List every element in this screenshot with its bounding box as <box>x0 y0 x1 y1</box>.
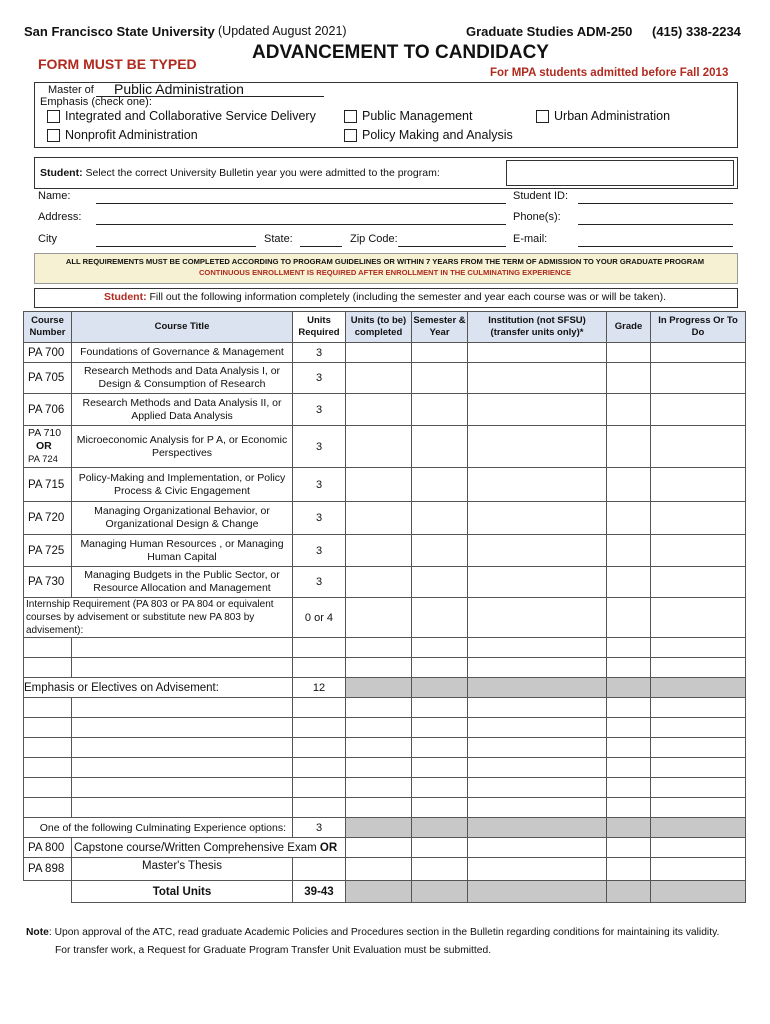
units-completed-cell[interactable] <box>346 343 412 363</box>
institution-cell[interactable] <box>468 502 607 535</box>
grade-cell[interactable] <box>607 718 651 738</box>
institution-cell[interactable] <box>468 343 607 363</box>
grade-cell[interactable] <box>607 778 651 798</box>
address-label: Address: <box>38 211 82 223</box>
course-number: PA 898 <box>24 858 72 881</box>
table-row <box>24 658 746 678</box>
semester-cell[interactable] <box>412 778 468 798</box>
semester-cell[interactable] <box>412 638 468 658</box>
course-title-cell[interactable] <box>72 658 293 678</box>
semester-cell[interactable] <box>412 758 468 778</box>
in-progress-cell[interactable] <box>651 363 746 394</box>
units-completed-cell[interactable] <box>346 778 412 798</box>
table-row <box>24 394 746 426</box>
semester-cell[interactable] <box>412 738 468 758</box>
semester-cell[interactable] <box>412 798 468 818</box>
semester-cell[interactable] <box>412 567 468 598</box>
units-required: 3 <box>293 343 346 363</box>
semester-cell[interactable] <box>412 426 468 468</box>
option-integrated-label: Integrated and Collaborative Service Delivery <box>65 109 316 123</box>
table-row <box>24 468 746 502</box>
institution-cell[interactable] <box>468 798 607 818</box>
semester-cell[interactable] <box>412 598 468 638</box>
course-number-cell[interactable] <box>24 798 72 818</box>
in-progress-cell[interactable] <box>651 343 746 363</box>
bulletin-instruction: Student: Select the correct University Bulletin year you were admitted to the program: <box>40 167 440 179</box>
course-number-cell[interactable] <box>24 758 72 778</box>
institution-cell[interactable] <box>468 468 607 502</box>
option-policy-label: Policy Making and Analysis <box>362 128 513 142</box>
institution-cell[interactable] <box>468 535 607 567</box>
course-title: Managing Human Resources , or Managing Human Capital <box>72 535 293 567</box>
course-title: Managing Organizational Behavior, or Organizational Design & Change <box>72 502 293 535</box>
grade-cell[interactable] <box>607 658 651 678</box>
table-row <box>24 718 746 738</box>
city-label: City <box>38 233 57 245</box>
checkbox-icon[interactable] <box>47 129 60 142</box>
in-progress-cell[interactable] <box>651 658 746 678</box>
semester-cell[interactable] <box>412 718 468 738</box>
institution-cell[interactable] <box>468 778 607 798</box>
header-grade: Grade <box>607 312 651 343</box>
course-number-cell[interactable] <box>24 638 72 658</box>
units-required-cell[interactable] <box>293 778 346 798</box>
semester-cell[interactable] <box>412 502 468 535</box>
course-number-cell[interactable] <box>24 658 72 678</box>
table-row <box>24 758 746 778</box>
units-completed-cell[interactable] <box>346 638 412 658</box>
internship-row <box>24 598 746 638</box>
course-number: PA 800 <box>24 838 72 858</box>
units-completed-cell[interactable] <box>346 698 412 718</box>
zip-label: Zip Code: <box>350 233 398 245</box>
email-field[interactable] <box>578 246 733 247</box>
institution-cell[interactable] <box>468 394 607 426</box>
option-nonprofit-label: Nonprofit Administration <box>65 128 198 142</box>
units-completed-cell[interactable] <box>346 738 412 758</box>
course-number-pair: PA 710 OR PA 724 <box>24 426 72 468</box>
phones-field[interactable] <box>578 224 733 225</box>
master-of-value[interactable]: Public Administration <box>114 81 244 97</box>
units-completed-cell[interactable] <box>346 598 412 638</box>
office-phone: (415) 338-2234 <box>652 24 741 39</box>
course-title-cell[interactable] <box>72 738 293 758</box>
culminating-label: One of the following Culminating Experience options: <box>24 818 293 838</box>
semester-cell[interactable] <box>412 394 468 426</box>
grade-cell[interactable] <box>607 567 651 598</box>
form-title: ADVANCEMENT TO CANDIDACY <box>252 42 549 63</box>
institution-cell[interactable] <box>468 758 607 778</box>
course-title: Foundations of Governance & Management <box>72 343 293 363</box>
grade-cell[interactable] <box>607 394 651 426</box>
table-row <box>24 363 746 394</box>
course-title-cell[interactable] <box>72 778 293 798</box>
in-progress-cell[interactable] <box>651 758 746 778</box>
units-required-cell[interactable] <box>293 658 346 678</box>
institution-cell[interactable] <box>468 598 607 638</box>
capstone-option: Capstone course/Written Comprehensive Exam OR <box>72 838 346 858</box>
in-progress-cell[interactable] <box>651 535 746 567</box>
course-title-cell[interactable] <box>72 638 293 658</box>
student-id-label: Student ID: <box>513 190 569 202</box>
semester-cell[interactable] <box>412 698 468 718</box>
table-header <box>24 312 746 343</box>
grade-cell[interactable] <box>607 598 651 638</box>
thesis-option: Master's Thesis <box>72 858 293 881</box>
in-progress-cell[interactable] <box>651 394 746 426</box>
course-number-cell[interactable] <box>24 698 72 718</box>
name-label: Name: <box>38 190 71 202</box>
table-row <box>24 535 746 567</box>
checkbox-icon[interactable] <box>536 110 549 123</box>
grade-cell[interactable] <box>607 638 651 658</box>
bulletin-year-field[interactable] <box>506 160 734 186</box>
in-progress-cell[interactable] <box>651 426 746 468</box>
units-required: 3 <box>293 363 346 394</box>
units-completed-cell[interactable] <box>346 718 412 738</box>
grade-cell[interactable] <box>607 698 651 718</box>
units-required: 12 <box>293 678 346 698</box>
units-completed-cell[interactable] <box>346 535 412 567</box>
header-units-required: Units Required <box>293 312 346 343</box>
units-completed-cell[interactable] <box>346 394 412 426</box>
checkbox-icon[interactable] <box>344 110 357 123</box>
in-progress-cell[interactable] <box>651 738 746 758</box>
units-required-cell[interactable] <box>293 738 346 758</box>
course-title: Managing Budgets in the Public Sector, or Resource Allocation and Management <box>72 567 293 598</box>
units-required: 3 <box>293 468 346 502</box>
table-row <box>24 778 746 798</box>
units-required-cell[interactable] <box>293 698 346 718</box>
course-title-cell[interactable] <box>72 718 293 738</box>
option-urban[interactable] <box>536 109 670 123</box>
institution-cell[interactable] <box>468 698 607 718</box>
units-completed-cell[interactable] <box>346 468 412 502</box>
institution-cell[interactable] <box>468 638 607 658</box>
option-urban-label: Urban Administration <box>554 109 671 123</box>
course-table <box>23 311 746 903</box>
grade-cell[interactable] <box>607 468 651 502</box>
table-row <box>24 838 746 858</box>
course-number-cell[interactable] <box>24 738 72 758</box>
course-number: PA 725 <box>24 535 72 567</box>
course-title-cell[interactable] <box>72 758 293 778</box>
course-number: PA 715 <box>24 468 72 502</box>
table-row <box>24 343 746 363</box>
grade-cell[interactable] <box>607 502 651 535</box>
course-number: PA 700 <box>24 343 72 363</box>
electives-row <box>24 678 746 698</box>
in-progress-cell[interactable] <box>651 778 746 798</box>
institution-cell[interactable] <box>468 426 607 468</box>
header-semester-year: Semester & Year <box>412 312 468 343</box>
table-row <box>24 502 746 535</box>
semester-cell[interactable] <box>412 658 468 678</box>
units-required-cell[interactable] <box>293 638 346 658</box>
zip-field[interactable] <box>398 246 506 247</box>
total-units-label: Total Units <box>72 881 293 903</box>
in-progress-cell[interactable] <box>651 698 746 718</box>
course-title: Research Methods and Data Analysis I, or Design & Consumption of Research <box>72 363 293 394</box>
in-progress-cell[interactable] <box>651 838 746 858</box>
institution-cell[interactable] <box>468 738 607 758</box>
city-field[interactable] <box>96 246 256 247</box>
semester-cell[interactable] <box>412 343 468 363</box>
institution-cell[interactable] <box>468 658 607 678</box>
header-course-number: Course Number <box>24 312 72 343</box>
notice-line2: CONTINUOUS ENROLLMENT IS REQUIRED AFTER ENROLLMENT IN THE CULMINATING EXPERIENCE <box>198 268 572 277</box>
course-title: Policy-Making and Implementation, or Policy Process & Civic Engagement <box>72 468 293 502</box>
total-units-value: 39-43 <box>293 881 346 903</box>
units-required-cell[interactable] <box>293 858 346 881</box>
units-completed-cell[interactable] <box>346 838 412 858</box>
grade-cell[interactable] <box>607 363 651 394</box>
in-progress-cell[interactable] <box>651 468 746 502</box>
address-field[interactable] <box>96 224 506 225</box>
grade-cell[interactable] <box>607 535 651 567</box>
in-progress-cell[interactable] <box>651 502 746 535</box>
total-row <box>24 881 746 903</box>
notice-line1: ALL REQUIREMENTS MUST BE COMPLETED ACCORDING TO PROGRAM GUIDELINES OR WITHIN 7 YEARS FROM THE TERM OF ADMISSION TO YOUR GRADUATE PROGRAM <box>65 257 705 266</box>
electives-label: Emphasis or Electives on Advisement: <box>24 678 293 698</box>
in-progress-cell[interactable] <box>651 858 746 881</box>
internship-requirement: Internship Requirement (PA 803 or PA 804 or equivalent courses by advisement or substitute new PA 803 by advisement): <box>24 598 293 638</box>
option-policy[interactable] <box>344 128 513 142</box>
phones-label: Phone(s): <box>513 211 561 223</box>
in-progress-cell[interactable] <box>651 798 746 818</box>
table-row <box>24 567 746 598</box>
institution-cell[interactable] <box>468 718 607 738</box>
option-integrated[interactable] <box>47 109 316 123</box>
units-required-cell[interactable] <box>293 798 346 818</box>
units-required: 3 <box>293 502 346 535</box>
table-row <box>24 426 746 468</box>
units-required: 3 <box>293 535 346 567</box>
university-name: San Francisco State University <box>24 24 215 39</box>
semester-cell[interactable] <box>412 858 468 881</box>
semester-cell[interactable] <box>412 363 468 394</box>
units-required: 3 <box>293 394 346 426</box>
units-required-cell[interactable] <box>293 718 346 738</box>
grade-cell[interactable] <box>607 798 651 818</box>
units-completed-cell[interactable] <box>346 363 412 394</box>
header-units-completed: Units (to be) completed <box>346 312 412 343</box>
grade-cell[interactable] <box>607 426 651 468</box>
units-required: 0 or 4 <box>293 598 346 638</box>
culminating-row <box>24 818 746 838</box>
units-required: 3 <box>293 567 346 598</box>
header-in-progress: In Progress Or To Do <box>651 312 746 343</box>
units-completed-cell[interactable] <box>346 658 412 678</box>
grade-cell[interactable] <box>607 738 651 758</box>
grade-cell[interactable] <box>607 858 651 881</box>
semester-cell[interactable] <box>412 468 468 502</box>
table-row <box>24 698 746 718</box>
institution-cell[interactable] <box>468 858 607 881</box>
student-id-field[interactable] <box>578 203 733 204</box>
semester-cell[interactable] <box>412 838 468 858</box>
table-row <box>24 638 746 658</box>
course-number: PA 705 <box>24 363 72 394</box>
emphasis-label: Emphasis (check one): <box>40 96 152 108</box>
course-title-cell[interactable] <box>72 698 293 718</box>
units-completed-cell[interactable] <box>346 798 412 818</box>
course-title-cell[interactable] <box>72 798 293 818</box>
units-required: 3 <box>293 426 346 468</box>
master-of-label: Master of <box>48 84 94 96</box>
units-completed-cell[interactable] <box>346 858 412 881</box>
course-title: Research Methods and Data Analysis II, or Applied Data Analysis <box>72 394 293 426</box>
institution-cell[interactable] <box>468 363 607 394</box>
course-title: Microeconomic Analysis for P A, or Economic Perspectives <box>72 426 293 468</box>
in-progress-cell[interactable] <box>651 598 746 638</box>
checkbox-icon[interactable] <box>344 129 357 142</box>
units-required-cell[interactable] <box>293 758 346 778</box>
footer-note: Note: Upon approval of the ATC, read graduate Academic Policies and Procedures section in the Bulletin regarding conditions for maintaining its validity. <box>26 927 720 938</box>
units-completed-cell[interactable] <box>346 567 412 598</box>
instruction-text: Student: Fill out the following information completely (including the semester and year each course was or will be taken). <box>104 291 666 303</box>
must-type-warning: FORM MUST BE TYPED <box>38 56 197 72</box>
checkbox-icon[interactable] <box>47 110 60 123</box>
state-label: State: <box>264 233 293 245</box>
updated-date: (Updated August 2021) <box>218 24 347 38</box>
in-progress-cell[interactable] <box>651 567 746 598</box>
option-public-management[interactable] <box>344 109 472 123</box>
grade-cell[interactable] <box>607 758 651 778</box>
semester-cell[interactable] <box>412 535 468 567</box>
form-id: Graduate Studies ADM-250 <box>466 24 633 39</box>
option-public-management-label: Public Management <box>362 109 473 123</box>
table-row <box>24 798 746 818</box>
transfer-note: For transfer work, a Request for Graduate Program Transfer Unit Evaluation must be submitted. <box>55 945 492 956</box>
course-number: PA 730 <box>24 567 72 598</box>
table-row <box>24 858 746 881</box>
units-completed-cell[interactable] <box>346 502 412 535</box>
course-number-cell[interactable] <box>24 718 72 738</box>
state-field[interactable] <box>300 246 342 247</box>
header-course-title: Course Title <box>72 312 293 343</box>
institution-cell[interactable] <box>468 838 607 858</box>
in-progress-cell[interactable] <box>651 718 746 738</box>
email-label: E-mail: <box>513 233 548 245</box>
option-nonprofit[interactable] <box>47 128 198 142</box>
grade-cell[interactable] <box>607 343 651 363</box>
in-progress-cell[interactable] <box>651 638 746 658</box>
mpa-note: For MPA students admitted before Fall 2013 <box>490 67 729 79</box>
grade-cell[interactable] <box>607 838 651 858</box>
units-completed-cell[interactable] <box>346 426 412 468</box>
name-field[interactable] <box>96 203 506 204</box>
course-number-cell[interactable] <box>24 778 72 798</box>
course-number: PA 706 <box>24 394 72 426</box>
units-required: 3 <box>293 818 346 838</box>
institution-cell[interactable] <box>468 567 607 598</box>
table-row <box>24 738 746 758</box>
course-number: PA 720 <box>24 502 72 535</box>
units-completed-cell[interactable] <box>346 758 412 778</box>
header-institution: Institution (not SFSU) (transfer units only)* <box>468 312 607 343</box>
